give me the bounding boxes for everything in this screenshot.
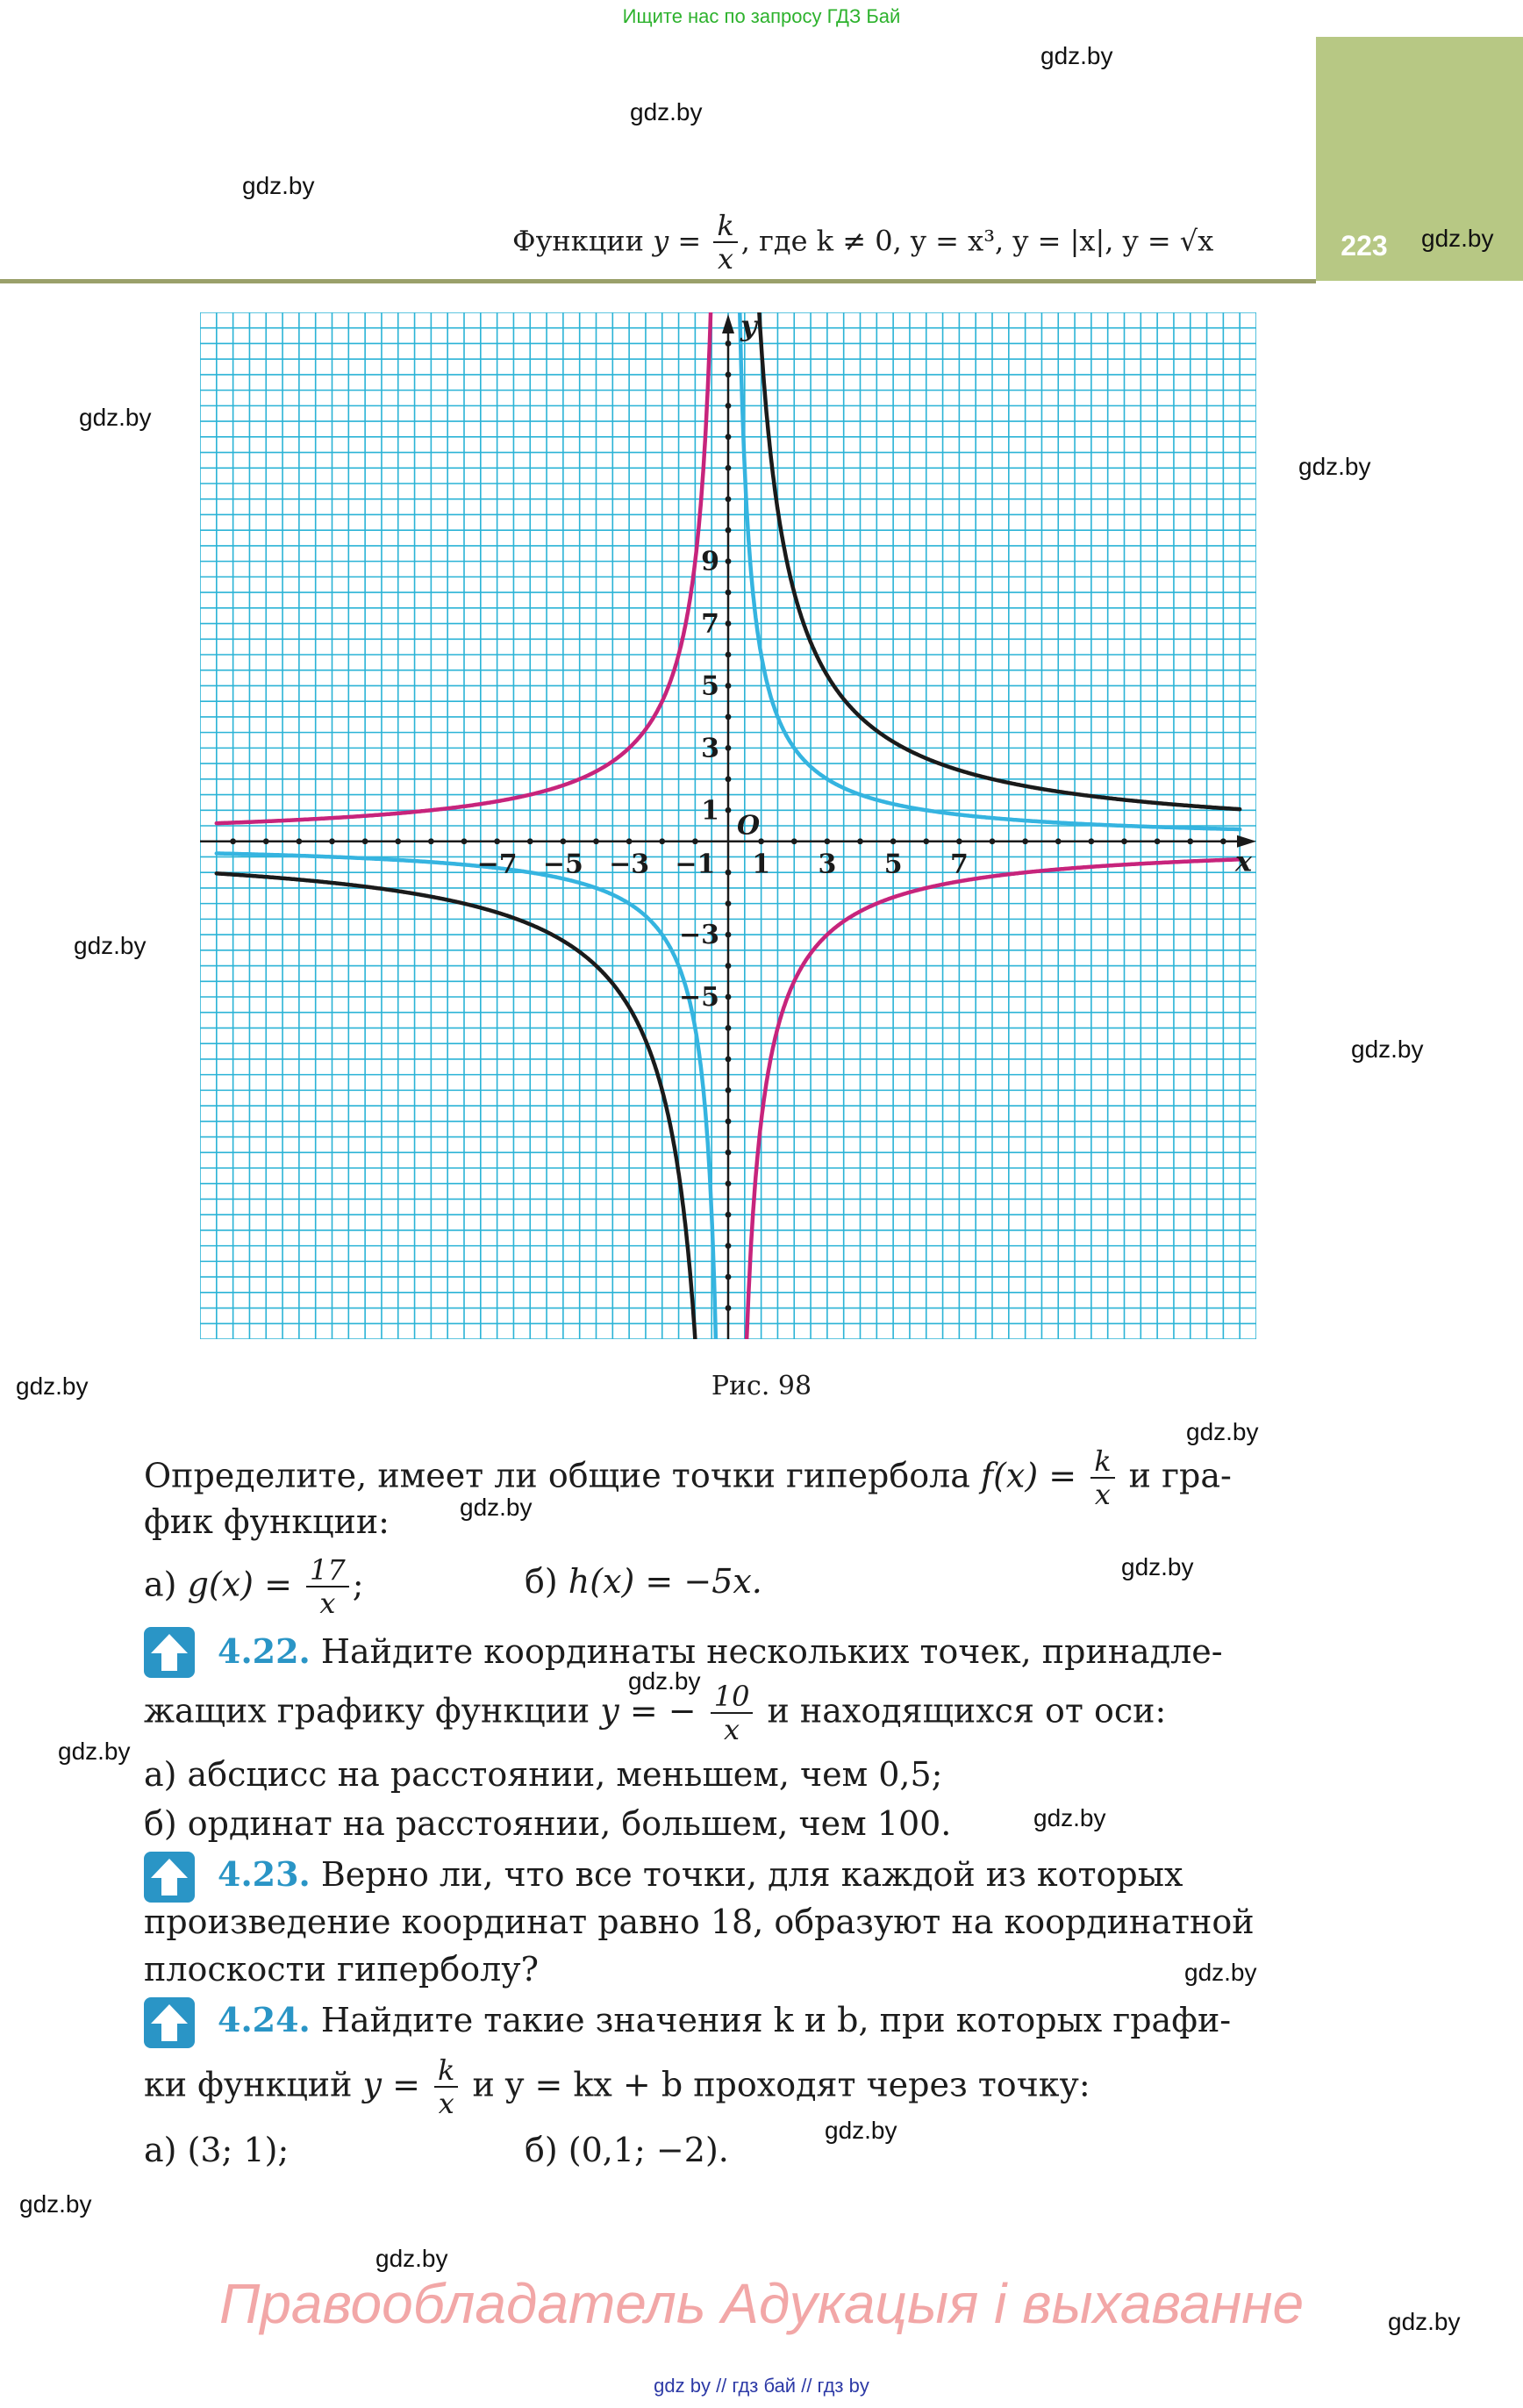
- x-tick-mark: [461, 838, 468, 844]
- origin-label: O: [737, 810, 761, 842]
- x-tick-label: −7: [476, 849, 518, 880]
- y-tick-mark: [726, 496, 732, 502]
- y-tick-mark: [726, 714, 732, 720]
- x-tick-mark: [1022, 838, 1028, 844]
- exercise-icon: [144, 1627, 195, 1678]
- y-tick-mark: [726, 1212, 732, 1218]
- x-tick-mark: [527, 838, 533, 844]
- x-tick-mark: [395, 838, 401, 844]
- watermark: gdz.by: [375, 2245, 448, 2272]
- ex-424-line1: 4.24. Найдите такие значения k и b, при которых графи-: [218, 2000, 1232, 2039]
- ex-422-line2: жащих графику функции y = − $\frac{10}{x}$ и находящихся от оси:: [144, 1680, 1167, 1747]
- x-tick-label: 3: [818, 849, 837, 880]
- x-tick-mark: [990, 838, 996, 844]
- y-tick-label: 1: [701, 795, 719, 827]
- watermark: gdz.by: [19, 2190, 92, 2218]
- x-tick-mark: [659, 838, 665, 844]
- y-tick-label: 9: [701, 546, 719, 577]
- exercise-icon: [144, 1997, 195, 2048]
- search-banner[interactable]: Ищите нас по запросу ГДЗ Бай: [622, 5, 901, 27]
- x-tick-mark: [692, 838, 698, 844]
- y-tick-mark: [726, 465, 732, 471]
- header-word: Функции: [512, 224, 644, 258]
- y-tick-mark: [726, 434, 732, 440]
- y-tick-mark: [726, 994, 732, 1000]
- exercise-icon: [144, 1852, 195, 1903]
- ex-424-option-a: а) (3; 1);: [144, 2131, 290, 2169]
- x-tick-mark: [791, 838, 797, 844]
- fraction: $\frac{17}{x}$: [306, 1555, 349, 1620]
- y-tick-mark: [726, 1274, 732, 1280]
- y-tick-mark: [726, 745, 732, 751]
- watermark: gdz.by: [1421, 225, 1494, 252]
- ex-423-line1: 4.23. Верно ли, что все точки, для каждой из которых: [218, 1854, 1183, 1894]
- y-tick-mark: [726, 807, 732, 813]
- watermark: gdz.by: [58, 1738, 131, 1765]
- header-rule: [0, 279, 1316, 283]
- up-arrow-icon: [144, 1852, 195, 1903]
- x-tick-mark: [824, 838, 830, 844]
- y-tick-label: 7: [701, 608, 719, 640]
- y-tick-mark: [726, 1087, 732, 1093]
- x-tick-mark: [263, 838, 269, 844]
- y-tick-label: 3: [701, 733, 719, 764]
- watermark: gdz.by: [242, 172, 315, 199]
- y-tick-mark: [726, 527, 732, 534]
- watermark: gdz.by: [1351, 1036, 1424, 1063]
- watermark: gdz.by: [16, 1372, 89, 1400]
- ex-423-line2: произведение координат равно 18, образуют на координатной: [144, 1903, 1255, 1941]
- x-tick-mark: [296, 838, 302, 844]
- y-tick-mark: [726, 620, 732, 627]
- fraction: $\frac{k}{x}$: [1090, 1446, 1114, 1511]
- y-tick-mark: [726, 870, 732, 876]
- x-tick-mark: [494, 838, 500, 844]
- y-tick-mark: [726, 1118, 732, 1124]
- ex-424-option-b: б) (0,1; −2).: [525, 2131, 729, 2169]
- watermark: gdz.by: [628, 1667, 701, 1695]
- x-tick-mark: [230, 838, 236, 844]
- task-intro-line1: Определите, имеет ли общие точки гипербола f(x) = $\frac{k}{x}$ и гра-: [144, 1444, 1232, 1512]
- x-tick-mark: [890, 838, 897, 844]
- ex-422-option-a: а) абсцисс на расстоянии, меньшем, чем 0,5;: [144, 1755, 943, 1794]
- watermark: gdz.by: [460, 1494, 533, 1521]
- y-axis-label: y: [740, 312, 757, 342]
- watermark: gdz.by: [1186, 1418, 1259, 1445]
- x-tick-mark: [1088, 838, 1094, 844]
- ex-422-option-b: б) ординат на расстоянии, большем, чем 100.: [144, 1804, 952, 1843]
- x-tick-mark: [1155, 838, 1161, 844]
- hyperbola-figure: [200, 312, 1256, 1339]
- fraction: $\frac{k}{x}$: [434, 2055, 458, 2120]
- x-tick-mark: [593, 838, 599, 844]
- x-tick-mark: [857, 838, 863, 844]
- up-arrow-icon: [144, 1997, 195, 2048]
- task-option-a: а) g(x) = $\frac{17}{x}$ ;: [144, 1553, 364, 1621]
- y-tick-mark: [726, 1150, 732, 1156]
- y-tick-mark: [726, 403, 732, 409]
- x-tick-mark: [560, 838, 566, 844]
- x-axis-label: x: [1235, 844, 1253, 878]
- y-tick-mark: [726, 963, 732, 969]
- watermark: gdz.by: [825, 2117, 897, 2144]
- page-number: 223: [1341, 230, 1388, 262]
- fraction: $\frac{10}{x}$: [711, 1681, 754, 1746]
- x-tick-mark: [428, 838, 434, 844]
- y-tick-mark: [726, 558, 732, 564]
- x-tick-mark: [362, 838, 368, 844]
- watermark: gdz.by: [630, 98, 703, 125]
- x-tick-label: 5: [883, 849, 903, 880]
- y-tick-mark: [726, 372, 732, 378]
- y-tick-mark: [726, 1243, 732, 1249]
- x-tick-mark: [1055, 838, 1062, 844]
- watermark: gdz.by: [74, 932, 147, 959]
- y-tick-mark: [726, 900, 732, 907]
- header-fraction: $\frac{k}{x}$: [713, 211, 737, 276]
- watermark: gdz.by: [1184, 1959, 1257, 1986]
- header-rest: , где k ≠ 0, y = x³, y = |x|, y = √x: [740, 224, 1214, 258]
- x-tick-mark: [1220, 838, 1226, 844]
- up-arrow-icon: [144, 1627, 195, 1678]
- x-tick-mark: [923, 838, 929, 844]
- y-tick-mark: [726, 340, 732, 347]
- x-tick-mark: [626, 838, 633, 844]
- watermark: gdz.by: [79, 404, 152, 431]
- x-tick-mark: [1187, 838, 1193, 844]
- y-tick-mark: [726, 776, 732, 782]
- figure-caption: Рис. 98: [711, 1371, 812, 1401]
- ex-424-line2: ки функций y = $\frac{k}{x}$ и y = kx + b проходят через точку:: [144, 2053, 1090, 2121]
- footer-links[interactable]: gdz by // гдз бай // гдз by: [654, 2375, 869, 2397]
- x-tick-label: 7: [949, 849, 969, 880]
- x-tick-mark: [956, 838, 962, 844]
- y-tick-mark: [726, 590, 732, 596]
- copyright-notice: Правообладатель Адукацыя і выхаванне: [218, 2272, 1305, 2335]
- y-tick-mark: [726, 652, 732, 658]
- running-header: Функции y = $\frac{k}{x}$ , где k ≠ 0, y = x³, y = |x|, y = √x: [512, 209, 1214, 276]
- task-intro-line2: фик функции:: [144, 1502, 390, 1541]
- y-tick-label: 5: [701, 670, 719, 702]
- x-tick-label: −5: [542, 849, 583, 880]
- watermark: gdz.by: [1388, 2308, 1461, 2335]
- y-tick-mark: [726, 1305, 732, 1311]
- watermark: gdz.by: [1298, 453, 1371, 480]
- watermark: gdz.by: [1121, 1553, 1194, 1580]
- task-option-b: б) h(x) = −5x.: [525, 1562, 762, 1601]
- watermark: gdz.by: [1033, 1804, 1106, 1831]
- y-tick-mark: [726, 683, 732, 689]
- x-tick-mark: [329, 838, 335, 844]
- ex-423-line3: плоскости гиперболу?: [144, 1950, 539, 1989]
- x-tick-label: −1: [675, 849, 716, 880]
- ex-422-line1: 4.22. Найдите координаты нескольких точек, принадле-: [218, 1631, 1223, 1671]
- x-tick-label: 1: [752, 849, 771, 880]
- y-tick-mark: [726, 932, 732, 938]
- x-tick-label: −3: [609, 849, 650, 880]
- y-tick-label: −5: [678, 982, 719, 1013]
- y-tick-mark: [726, 1180, 732, 1186]
- x-tick-mark: [1121, 838, 1127, 844]
- watermark: gdz.by: [1040, 42, 1113, 69]
- y-tick-mark: [726, 1057, 732, 1063]
- y-tick-label: −3: [678, 920, 719, 951]
- y-tick-mark: [726, 1025, 732, 1031]
